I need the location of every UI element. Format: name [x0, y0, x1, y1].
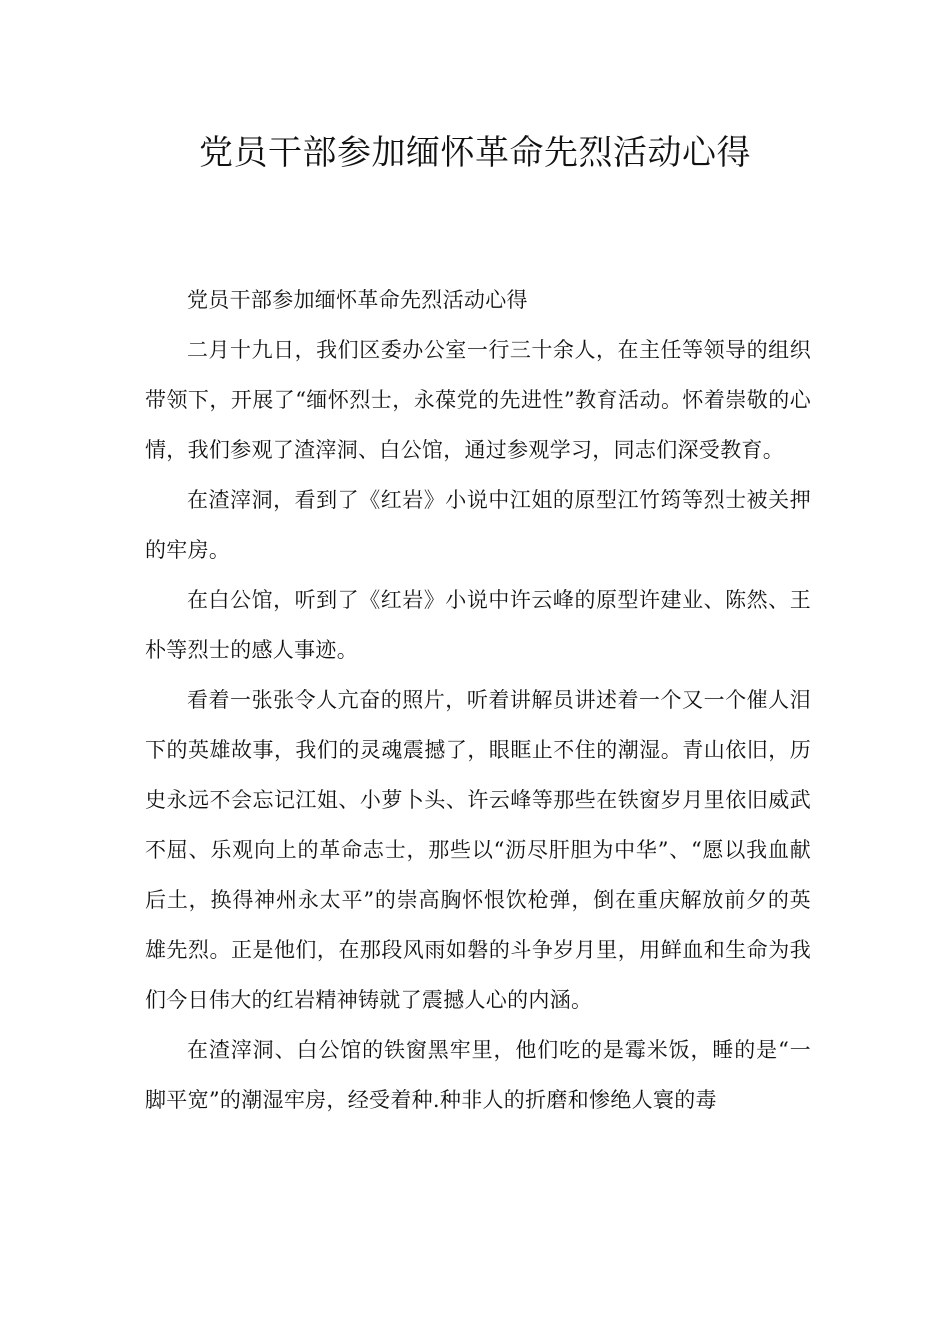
paragraph-baigongguan: 在白公馆，听到了《红岩》小说中许云峰的原型许建业、陈然、王朴等烈士的感人事迹。: [145, 588, 811, 662]
paragraph-subtitle: 党员干部参加缅怀革命先烈活动心得: [187, 288, 528, 312]
paragraph-intro: 二月十九日，我们区委办公室一行三十余人，在主任等领导的组织带领下，开展了“缅怀烈士，永葆党的先进性”教育活动。怀着崇敬的心情，我们参观了渣滓洞、白公馆，通过参观学习，同志们深受教育。: [145, 338, 811, 462]
paragraph-reflection: 看着一张张令人亢奋的照片，听着讲解员讲述着一个又一个催人泪下的英雄故事，我们的灵魂震撼了，眼眶止不住的潮湿。青山依旧，历史永远不会忘记江姐、小萝卜头、许云峰等那些在铁窗岁月里依旧威武不屈、乐观向上的革命志士，那些以“沥尽肝胆为中华”、“愿以我血献后土，换得神州永太平”的崇高胸怀恨饮枪弹，倒在重庆解放前夕的英雄先烈。正是他们，在那段风雨如磐的斗争岁月里，用鲜血和生命为我们今日伟大的红岩精神铸就了震撼人心的内涵。: [145, 688, 811, 1012]
document-title: 党员干部参加缅怀革命先烈活动心得: [199, 133, 751, 173]
paragraph-prison-conditions: 在渣滓洞、白公馆的铁窗黑牢里，他们吃的是霉米饭，睡的是“一脚平宽”的潮湿牢房，经受着种.种非人的折磨和惨绝人寰的毒: [145, 1038, 811, 1112]
paragraph-zhazidong: 在渣滓洞，看到了《红岩》小说中江姐的原型江竹筠等烈士被关押的牢房。: [145, 488, 811, 562]
document-body: [145, 275, 811, 1125]
